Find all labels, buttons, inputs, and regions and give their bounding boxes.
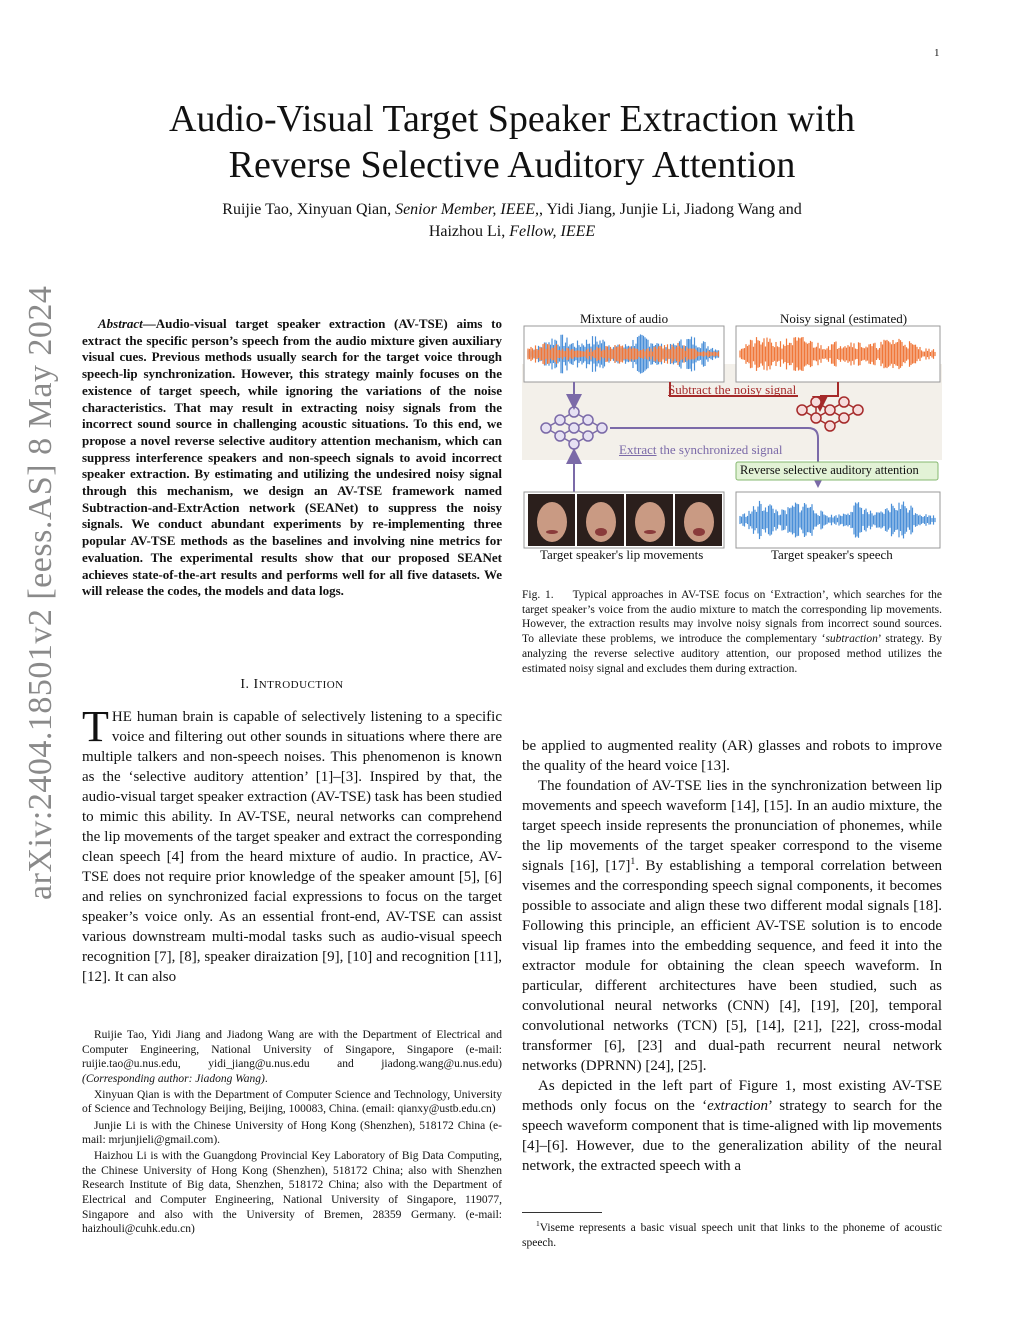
- paragraph-figure-reference: [522, 1076, 942, 1176]
- intro-text: HE human brain is capable of selectively listening to a specific voice and filtering out other sounds in situations where there are multiple talkers and non-speech noises. This phenomenon is known as the ‘selective auditory attention’ [1]–[3]. Inspired by that, the audio-visual target speaker extraction (AV-TSE) task has been studied to mimic this ability. In AV-TSE, neural networks can comprehend the lip movements of the target speaker and extract the corresponding clean speech [4] from the heard mixture of audio. In practice, AV-TSE does not require prior knowledge of the speaker amount [5], [6] and relies on synchronized facial expressions to focus on the target speaker’s voice only. As an essential front-end, AV-TSE can assist various downstream multi-modal tasks such as audio-visual speech recognition [7], [8], speaker diraization [9], [10] and recognition [11], [12]. It can also: [82, 709, 502, 985]
- mixture-audio-label: Mixture of audio: [580, 311, 669, 326]
- face-shape: [635, 502, 665, 542]
- arxiv-stamp: arXiv:2404.18501v2 [eess.AS] 8 May 2024: [22, 285, 59, 900]
- reverse-attention-label: Reverse selective auditory attention: [740, 463, 919, 477]
- caption-text-1: Typical approaches in AV-TSE focus on ‘Extraction’, which searches for the target speaker’s voice from the audio mixture to match the corresponding lip movements. However, the extraction results may involve noisy signals from incorrect sound sources. To alleviate these problems, we introduce the complementary ‘: [522, 589, 943, 646]
- abstract: [82, 316, 502, 600]
- drop-cap: T: [82, 702, 109, 751]
- footnote-ref: 1: [630, 856, 636, 867]
- foundation-text-a: The foundation of AV-TSE lies in the synchronization between lip movements and speech waveform [14], [15]. In an audio mixture, the target speech inside represents the pronunciation of phonemes, while the lip movements of the target speaker correspond to the viseme signals [16], [17]: [522, 778, 942, 874]
- paragraph-foundation: [522, 776, 942, 1076]
- fig-ref-text-b: ’ strategy to search for the speech waveform component that is time-aligned with lip movements [4]–[6]. However, due to the generalization ability of the neural network, the extracted speech with a: [522, 1098, 943, 1174]
- section-number: I.: [240, 677, 250, 692]
- mouth-shape: [546, 530, 558, 534]
- lip-movements-label: Target speaker's lip movements: [540, 547, 704, 562]
- corresponding-author: (Corresponding author: Jiadong Wang): [82, 1072, 265, 1085]
- caption-text-2: ’ strategy. By analyzing the reverse selective auditory attention, our proposed method utilizes the estimated noisy signal and excludes them during extraction.: [522, 633, 942, 675]
- page-number: 1: [934, 47, 940, 59]
- authors-names-3: Haizhou Li,: [428, 223, 510, 240]
- extract-word: Extract: [619, 442, 657, 457]
- fig-ref-text-a: As depicted in the left part of Figure 1, most existing AV-TSE methods only focus on the ‘: [522, 1078, 942, 1114]
- figure-1-graphic: [520, 308, 944, 570]
- figure-1: [520, 308, 944, 570]
- face-shape: [537, 502, 567, 542]
- subtract-rest: the noisy signal: [711, 382, 797, 397]
- footnote: [522, 1221, 942, 1251]
- subtract-label: [668, 382, 796, 398]
- abstract-text: —Audio-visual target speaker extraction (AV-TSE) aims to extract the specific person’s speech from the audio mixture given auxiliary visual cues. Previous methods usually search for the target voice through speech-lip synchronization. However, this strategy mainly focuses on the existence of target speech, while ignoring the variations of the noise characteristics. That may result in extracting noisy signals from the incorrect sound source in challenging acoustic situations. To this end, we propose a novel reverse selective auditory attention mechanism, which can suppress interference speakers and non-speech signals to avoid incorrect speaker extraction. By estimating and utilizing the undesired noisy signal through this mechanism, we design an AV-TSE framework named Subtraction-and-ExtrAction network (SEANet) to suppress the noisy signals. We conduct abundant experiments by re-implementing three popular AV-TSE methods as the baselines and involving nine metrics for evaluation. The experimental results show that our proposed SEANet achieves state-of-the-art results and performs well for all five datasets. We will release the codes, the models and data logs.: [82, 316, 502, 599]
- affiliation-1-text: Ruijie Tao, Yidi Jiang and Jiadong Wang are with the Department of Electrical and Computer Engineering, National University of Singapore, Singapore (e-mail: ruijie.tao@u.nus.edu, yidi_jiang@u.nus.edu and jiadong.wang@u.nus.edu): [82, 1029, 502, 1071]
- affiliation-4: Haizhou Li is with the Guangdong Provincial Key Laboratory of Big Data Computing, the Chinese University of Hong Kong (Shenzhen), 518172 China; also with Shenzhen Research Institute of Big data, Shenzhen, 518172 China; also with the Department of Electrical and Computer Engineering, National University of Singapore, 119077, Singapore and also with the University of Bremen, 28359 Germany. (e-mail: haizhouli@cuhk.edu.cn): [82, 1150, 502, 1236]
- author-list: [100, 199, 924, 243]
- affiliations-footnote: [82, 1028, 502, 1238]
- introduction-paragraph: [82, 702, 502, 987]
- footnote-mark: 1: [536, 1219, 540, 1229]
- right-column-body: [522, 736, 942, 1176]
- fig-ref-italic: extraction: [707, 1098, 768, 1114]
- paper-title: [100, 96, 924, 188]
- footnote-rule: [522, 1212, 602, 1213]
- noisy-signal-label: Noisy signal (estimated): [780, 311, 908, 326]
- mouth-shape: [693, 528, 705, 536]
- section-first-letter: I: [253, 677, 259, 692]
- extract-rest: the synchronized signal: [656, 442, 783, 457]
- section-title-rest: NTRODUCTION: [258, 679, 344, 691]
- figure-caption: [522, 588, 942, 676]
- section-heading: [82, 677, 502, 693]
- paragraph-continuation: be applied to augmented reality (AR) glasses and robots to improve the quality of the heard voice [13].: [522, 738, 942, 774]
- affiliation-3: Junjie Li is with the Chinese University of Hong Kong (Shenzhen), 518172 China (e-mail: mrjunjieli@gmail.com).: [82, 1119, 502, 1147]
- authors-role-1: Senior Member, IEEE,: [395, 201, 540, 218]
- title-line-2: Reverse Selective Auditory Attention: [228, 144, 796, 186]
- affiliation-2: Xinyuan Qian is with the Department of Computer Science and Technology, University of Science and Technology Beijing, Beijing, 100083, China. (email: qianxy@ustb.edu.cn): [82, 1088, 502, 1116]
- affiliation-1: [82, 1028, 502, 1086]
- caption-italic: subtraction: [825, 633, 878, 646]
- extract-label: [619, 442, 783, 458]
- affiliation-1-end: .: [264, 1072, 268, 1085]
- abstract-label: Abstract: [98, 316, 143, 331]
- mouth-shape: [595, 528, 607, 536]
- title-line-1: Audio-Visual Target Speaker Extraction with: [169, 98, 855, 140]
- target-speech-label: Target speaker's speech: [771, 547, 893, 562]
- authors-names-1: Ruijie Tao, Xinyuan Qian,: [222, 201, 396, 218]
- authors-names-2: , Yidi Jiang, Junjie Li, Jiadong Wang and: [539, 201, 802, 218]
- authors-role-2: Fellow, IEEE: [509, 223, 596, 240]
- foundation-text-b: . By establishing a temporal correlation between visemes and the corresponding speech signal components, it becomes possible to associate and align these two different modal signals [18]. Following this principle, an efficient AV-TSE solution is to encode visual lip frames into the embedding sequence, and feed it into the extractor module for obtaining the clean speech waveform. In particular, different architectures have been studied, such as convolutional neural networks (CNN) [4], [19], [20], temporal convolutional networks (TCN) [5], [14], [21], [22], cross-modal transformer [6], [23] and dual-path recurrent neural network networks (DPRNN) [24], [25].: [522, 858, 942, 1074]
- caption-label: Fig. 1.: [522, 589, 554, 601]
- subtract-word: Subtract: [668, 382, 712, 397]
- mouth-shape: [644, 530, 656, 534]
- footnote-text: Viseme represents a basic visual speech unit that links to the phoneme of acoustic speech.: [522, 1222, 942, 1249]
